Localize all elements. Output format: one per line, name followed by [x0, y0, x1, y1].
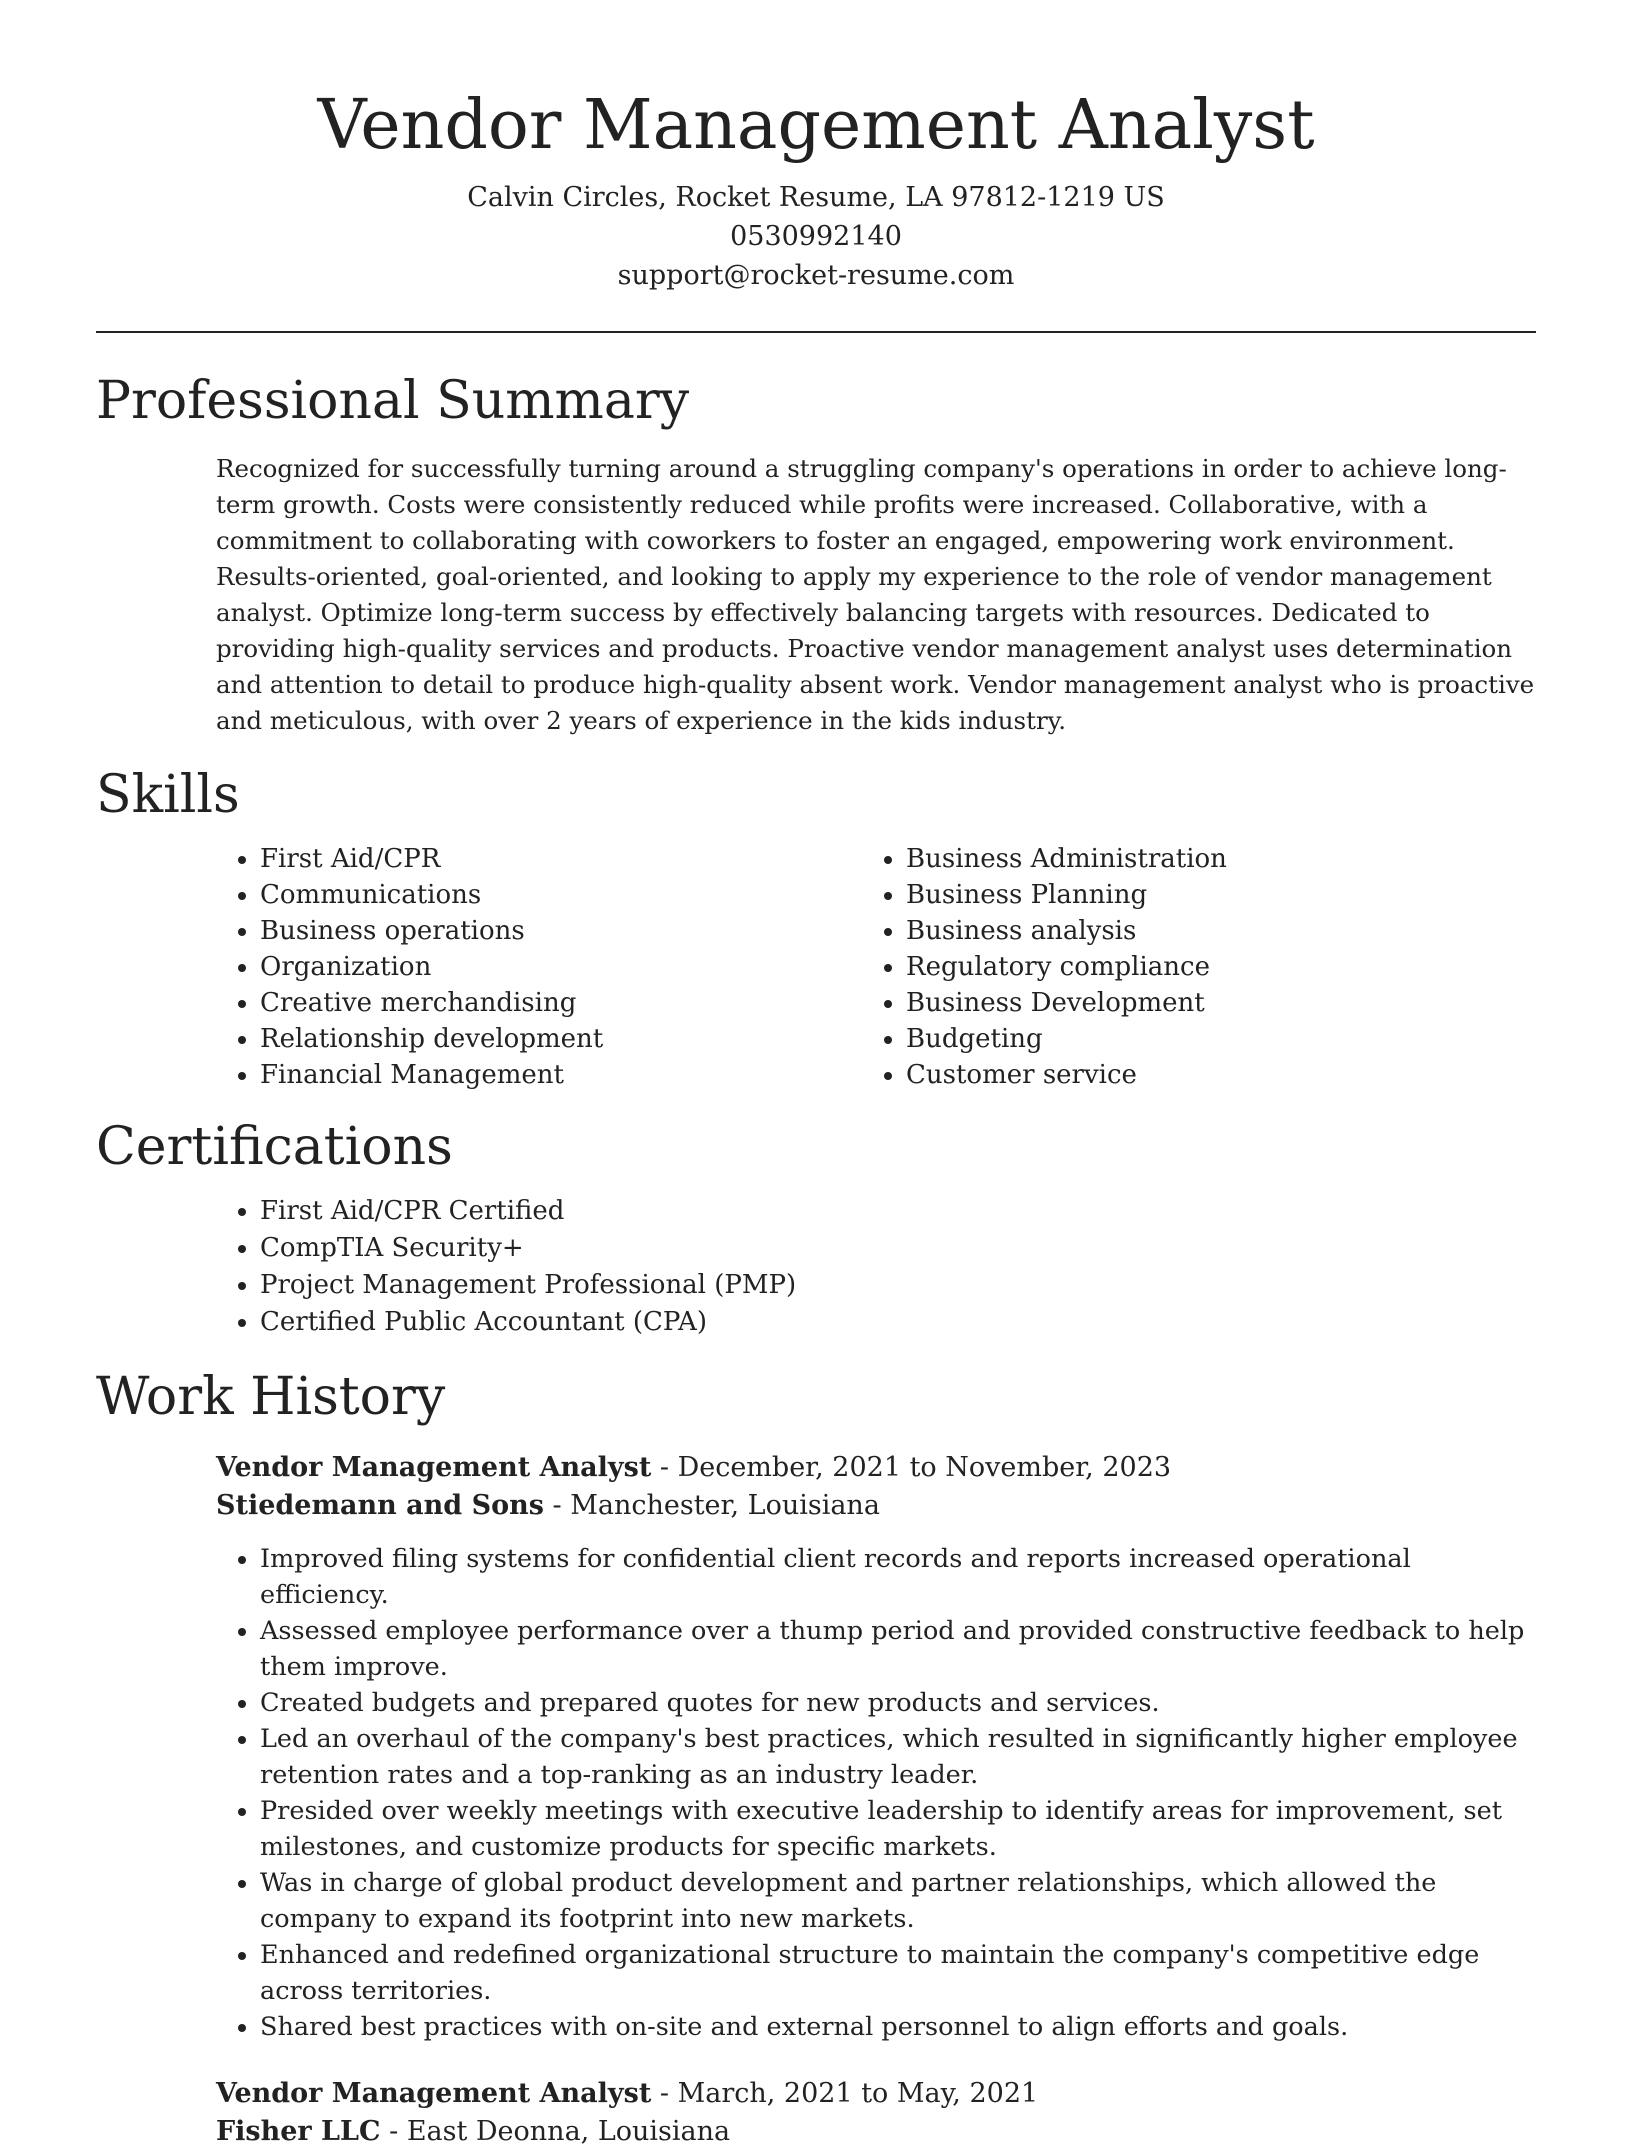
certifications-section	[96, 1115, 1536, 1341]
certifications-heading: Certifications	[96, 1117, 453, 1177]
certification-item: • First Aid/CPR Certified	[260, 1193, 1536, 1230]
contact-phone: 0530992140	[730, 221, 902, 252]
skill-item: • Business Development	[906, 985, 1391, 1021]
skill-item: • Business Administration	[906, 841, 1391, 877]
job-company: Stiedemann and Sons	[216, 1490, 544, 1521]
skill-item: • Financial Management	[260, 1057, 745, 1093]
resume-page	[96, 0, 1536, 2151]
certification-item: • Certified Public Accountant (CPA)	[260, 1304, 1536, 1341]
job-bullet: • Enhanced and redefined organizational structure to maintain the company's competitive edge across territories.	[260, 1937, 1536, 2009]
job-entry	[216, 1449, 1536, 2045]
job-bullet: • Created budgets and prepared quotes for new products and services.	[260, 1685, 1536, 1721]
job-company-line	[216, 1487, 1536, 1525]
skill-item: • Business Planning	[906, 877, 1391, 913]
job-bullet-list	[216, 1541, 1536, 2045]
work-history-section	[96, 1365, 1536, 2151]
skill-item: • Organization	[260, 949, 745, 985]
job-title-line	[216, 2075, 1536, 2113]
contact-address: Calvin Circles, Rocket Resume, LA 97812-1219 US	[467, 182, 1165, 213]
job-entry	[216, 2075, 1536, 2151]
resume-header	[96, 0, 1536, 295]
summary-paragraph: Recognized for successfully turning around a struggling company's operations in order to achieve long-term growth. Costs were consistently reduced while profits were increased. Collaborative, with a commitment to collaborating with coworkers to foster an engaged, empowering work environment. Results-oriented, goal-oriented, and looking to apply my experience to the role of vendor management analyst. Optimize long-term success by effectively balancing targets with resources. Dedicated to providing high-quality services and products. Proactive vendor management analyst uses determination and attention to detail to produce high-quality absent work. Vendor management analyst who is proactive and meticulous, with over 2 years of experience in the kids industry.	[216, 454, 1535, 735]
job-bullet: • Led an overhaul of the company's best practices, which resulted in significantly higher employee retention rates and a top-ranking as an industry leader.	[260, 1721, 1536, 1793]
skill-item: • Creative merchandising	[260, 985, 745, 1021]
summary-section	[96, 369, 1536, 739]
summary-heading: Professional Summary	[96, 371, 690, 431]
job-company: Fisher LLC	[216, 2116, 381, 2147]
header-divider	[96, 331, 1536, 333]
job-bullet: • Shared best practices with on-site and external personnel to align efforts and goals.	[260, 2009, 1536, 2045]
job-bullet: • Presided over weekly meetings with executive leadership to identify areas for improvement, set milestones, and customize products for specific markets.	[260, 1793, 1536, 1865]
skill-item: • Regulatory compliance	[906, 949, 1391, 985]
skills-list-left	[96, 841, 745, 1093]
job-bullet: • Was in charge of global product development and partner relationships, which allowed the company to expand its footprint into new markets.	[260, 1865, 1536, 1937]
skill-item: • Relationship development	[260, 1021, 745, 1057]
skill-item: • Communications	[260, 877, 745, 913]
job-role: Vendor Management Analyst	[216, 2078, 652, 2109]
job-bullet: • Improved filing systems for confidential client records and reports increased operational efficiency.	[260, 1541, 1536, 1613]
candidate-name: Vendor Management Analyst	[317, 86, 1315, 165]
skills-list-right	[745, 841, 1391, 1093]
contact-email: support@rocket-resume.com	[617, 260, 1015, 291]
job-dates: - March, 2021 to May, 2021	[651, 2078, 1039, 2109]
certification-item: • CompTIA Security+	[260, 1230, 1536, 1267]
certification-item: • Project Management Professional (PMP)	[260, 1267, 1536, 1304]
job-location: - East Deonna, Louisiana	[380, 2116, 731, 2147]
skill-item: • First Aid/CPR	[260, 841, 745, 877]
job-role: Vendor Management Analyst	[216, 1452, 652, 1483]
skill-item: • Budgeting	[906, 1021, 1391, 1057]
job-dates: - December, 2021 to November, 2023	[651, 1452, 1172, 1483]
skill-item: • Customer service	[906, 1057, 1391, 1093]
skills-grid	[96, 841, 1536, 1093]
certifications-list	[96, 1193, 1536, 1341]
skill-item: • Business analysis	[906, 913, 1391, 949]
job-title-line	[216, 1449, 1536, 1487]
skill-item: • Business operations	[260, 913, 745, 949]
skills-heading: Skills	[96, 765, 240, 825]
job-company-line	[216, 2113, 1536, 2151]
work-history-heading: Work History	[96, 1367, 446, 1427]
job-bullet: • Assessed employee performance over a thump period and provided constructive feedback to help them improve.	[260, 1613, 1536, 1685]
skills-section	[96, 763, 1536, 1093]
job-location: - Manchester, Louisiana	[543, 1490, 880, 1521]
